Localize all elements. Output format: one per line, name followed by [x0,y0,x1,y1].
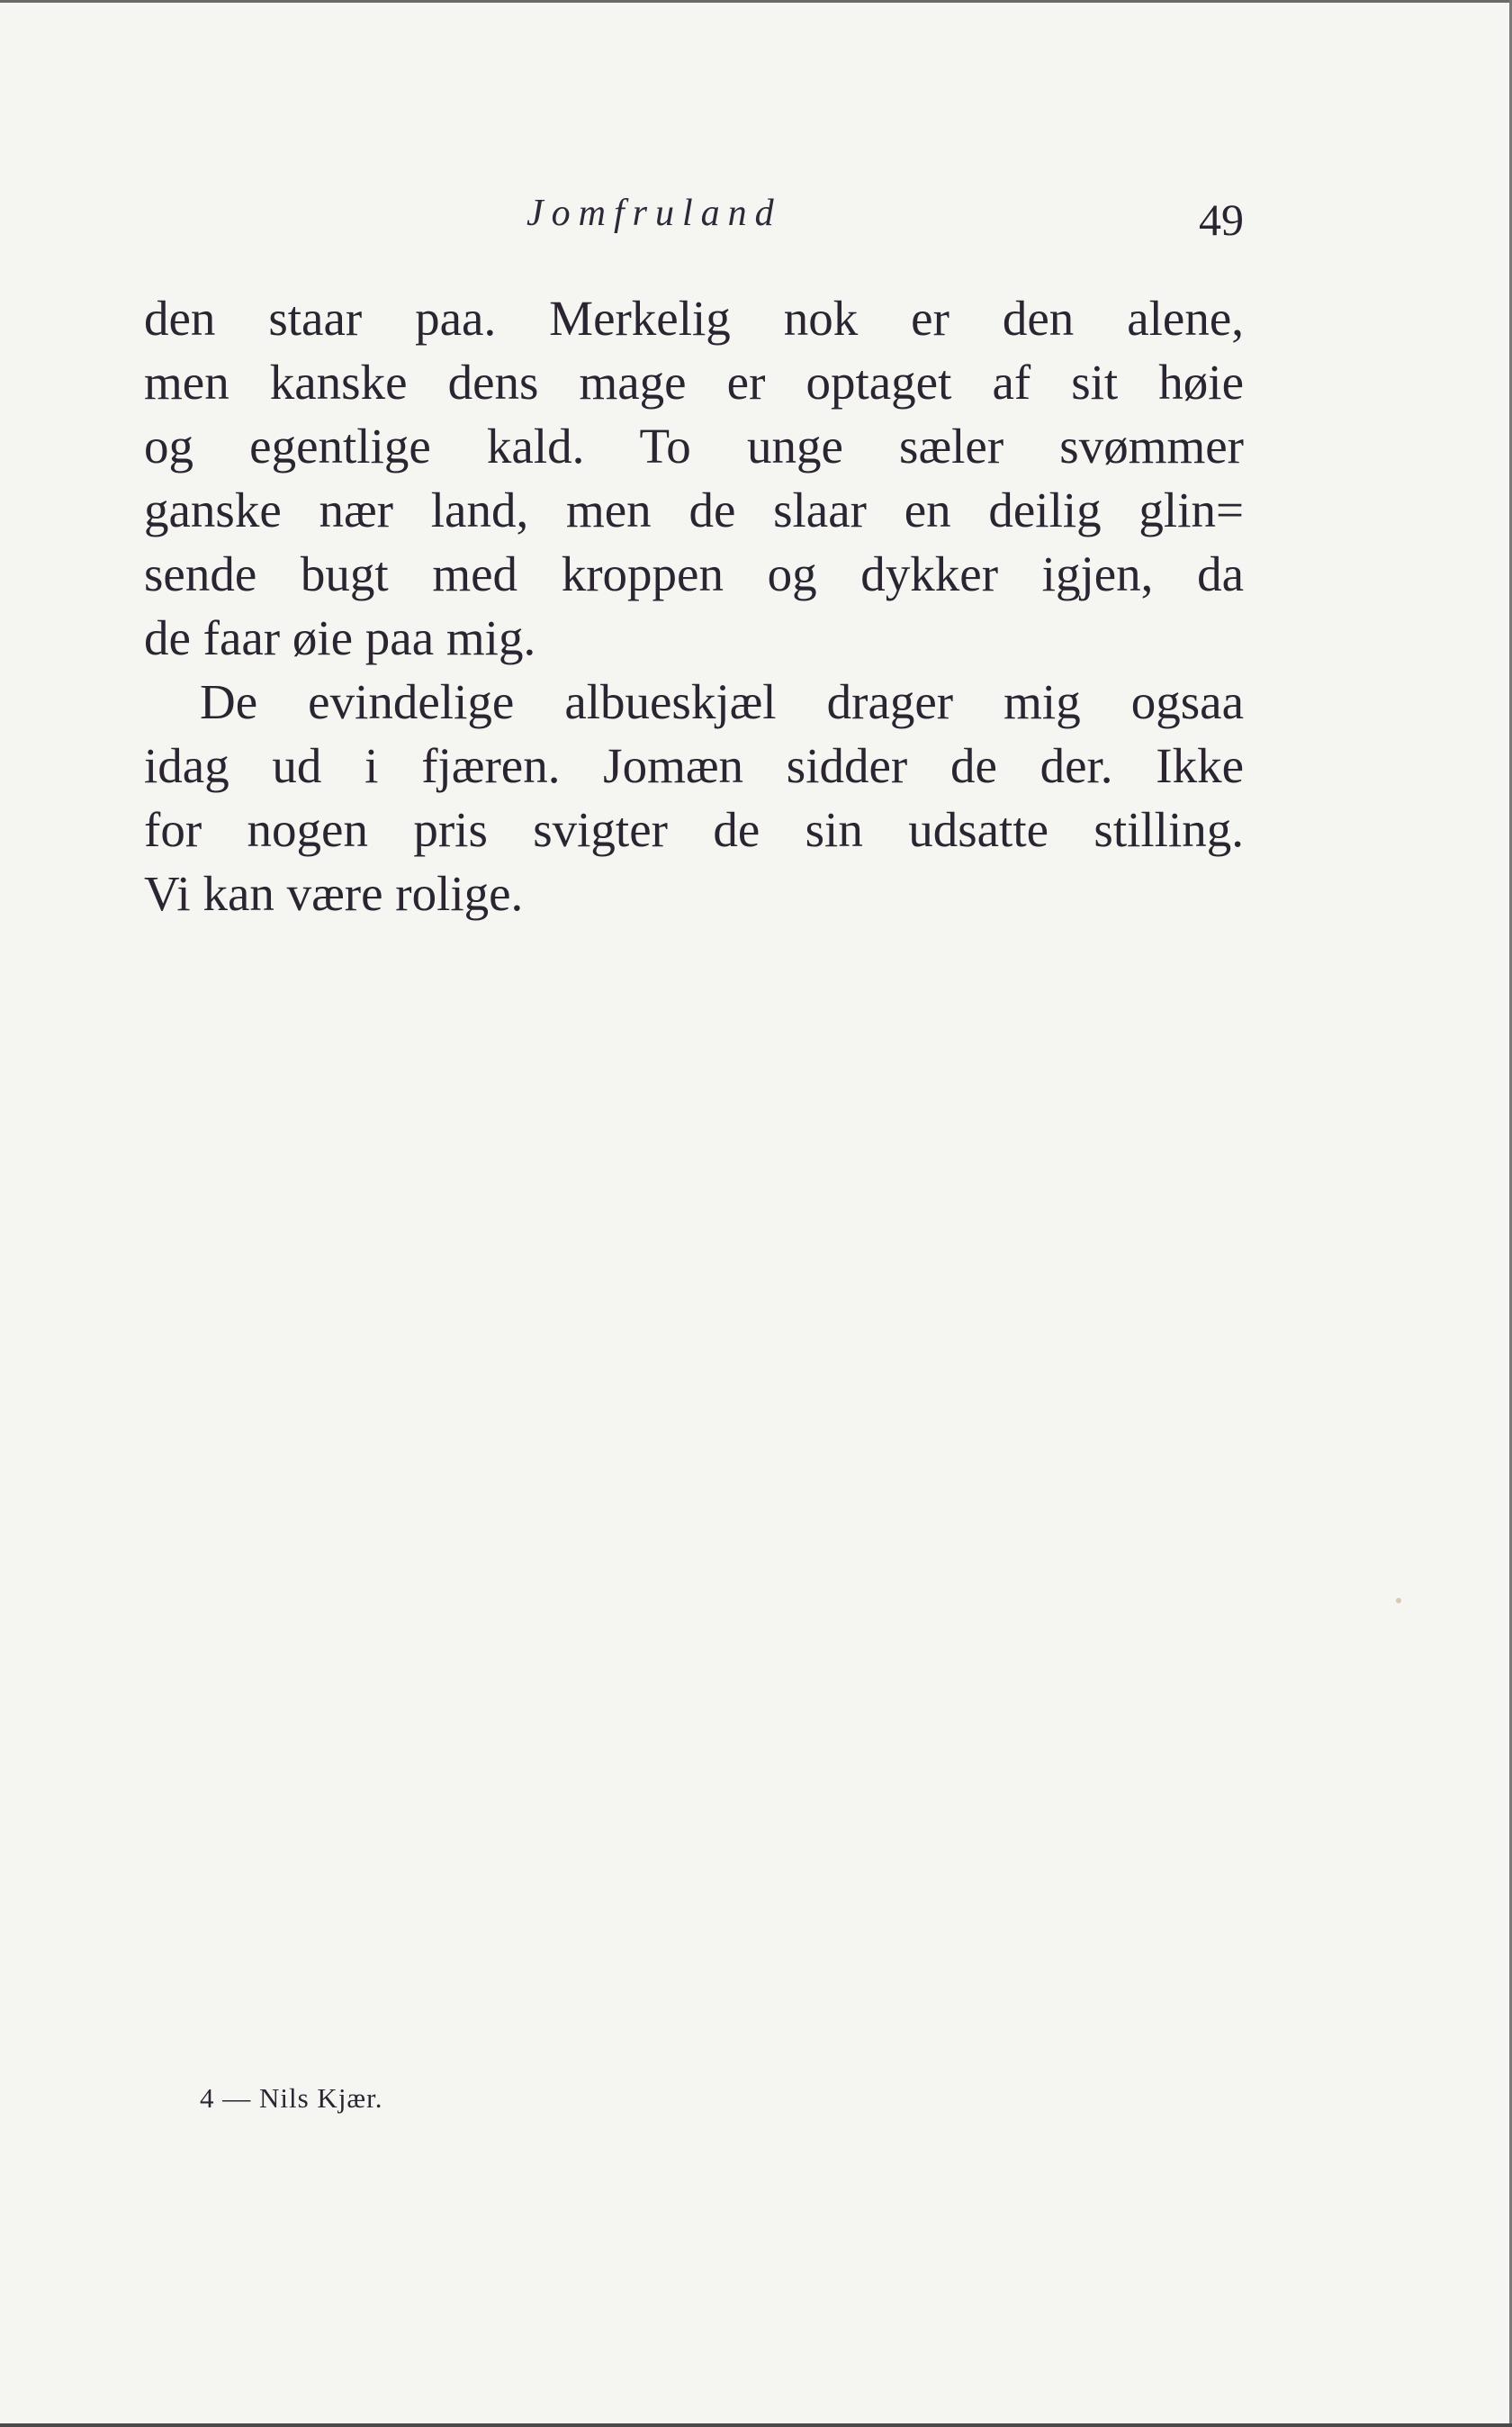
page-number: 49 [1199,194,1244,245]
text-line: De evindelige albueskjæl drager mig ogsaa [200,674,1244,729]
text-line: de faar øie paa mig. [144,610,536,665]
text-line: for nogen pris svigter de sin udsatte stilling. [144,802,1244,857]
running-title: Jomfruland [526,193,782,234]
text-line: Vi kan være rolige. [144,866,524,921]
page-bottom-edge [0,2423,1512,2427]
signature-mark: 4 — Nils Kjær. [200,2082,383,2114]
text-line: og egentlige kald. To unge sæler svømmer [144,419,1244,474]
page-top-edge [0,0,1512,3]
text-line: idag ud i fjæren. Jomæn sidder de der. Ikke [144,738,1244,793]
body-text [144,286,1244,925]
running-head [144,185,1244,248]
paper-speck [1396,1598,1401,1603]
text-line: sende bugt med kroppen og dykker igjen, da [144,546,1244,601]
text-line: den staar paa. Merkelig nok er den alene, [144,291,1244,346]
text-line: men kanske dens mage er optaget af sit høie [144,355,1244,410]
text-line: ganske nær land, men de slaar en deilig glin= [144,483,1244,537]
